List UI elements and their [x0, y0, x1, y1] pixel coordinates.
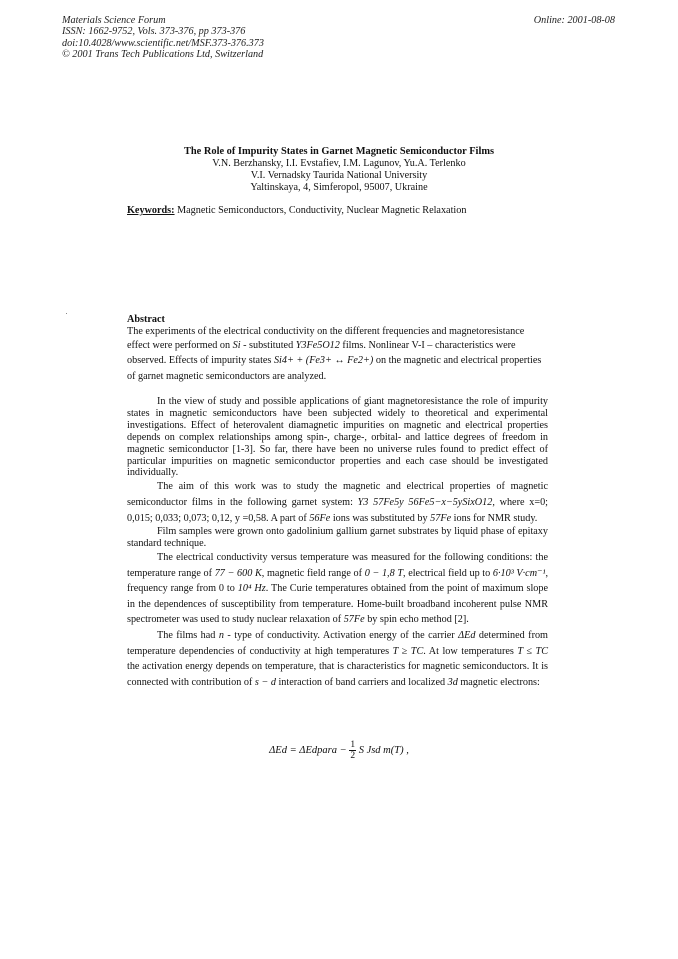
paragraph-4: The electrical conductivity versus temperature was measured for the following conditions: the temperature range of 77 − 600 K, magnetic field range of 0 − 1,8 T, electrical field up to 6·10³ V·cm⁻¹, frequency range from 0 to 10⁴ Hz. The Curie temperatures obtained from the point of maximum slope in the dependences of susceptibility from temperature. Home-built broadband incoherent pulse NMR spectrometer was used to study nuclear relaxation of 57Fe by spin echo method [2].	[127, 551, 549, 626]
journal-header	[62, 15, 264, 61]
online-date: Online: 2001-08-08	[533, 15, 615, 26]
abstract-line-2: effect were performed on Si - substituted Y3Fe5O12 films. Nonlinear V-I – characteristics were	[127, 339, 516, 351]
equation-activation-energy	[0, 740, 678, 761]
paragraph-3: Film samples were grown onto gadolinium gallium garnet substrates by liquid phase of epitaxy standard technique.	[127, 526, 548, 550]
abstract-line-3: observed. Effects of impurity states Si4+ + (Fe3+ ↔ Fe2+) on the magnetic and electrical properties	[127, 355, 542, 367]
paragraph-5: The films had n - type of conductivity. Activation energy of the carrier ΔEd determined from temperature dependencies of conductivity at high temperatures T ≥ TC. At low temperatures T ≤ TC the activation energy depends on temperature, that is characteristics for magnetic semiconductors. It is connected with contribution of s − d interaction of band carriers and localized 3d magnetic electrons:	[127, 629, 548, 688]
abstract-line-4: of garnet magnetic semiconductors are analyzed.	[127, 371, 327, 382]
journal-name: Materials Science Forum	[62, 15, 166, 26]
doi-line: doi:10.4028/www.scientific.net/MSF.373-376.373	[62, 37, 264, 49]
margin-mark	[66, 313, 67, 314]
paper-title: The Role of Impurity States in Garnet Magnetic Semiconductor Films	[183, 146, 495, 157]
copyright-line: © 2001 Trans Tech Publications Ltd, Switzerland	[62, 49, 264, 61]
abstract-heading: Abstract	[127, 314, 165, 325]
authors: V.N. Berzhansky, I.I. Evstafiev, I.M. Lagunov, Yu.A. Terlenko	[212, 158, 466, 169]
equation-numerator: 1	[350, 740, 356, 750]
introduction-section	[127, 396, 548, 690]
equation-denominator: 2	[350, 751, 356, 761]
equation-rhs: S Jsd m(T) ,	[358, 744, 409, 756]
abstract-line-1: The experiments of the electrical conductivity on the different frequencies and magnetoresistance	[127, 325, 525, 337]
paragraph-2: The aim of this work was to study the magnetic and electrical properties of magnetic semiconductor films in the following garnet system: Y3 57Fe5y 56Fe5−x−5ySixO12, where x=0; 0,015; 0,033; 0,073; 0,12, y =0,58. A part of 56Fe ions was substituted by 57Fe ions for NMR study.	[127, 481, 548, 524]
address: Yaltinskaya, 4, Simferopol, 95007, Ukraine	[250, 182, 428, 193]
equation-fraction	[349, 740, 356, 761]
abstract-section	[127, 314, 548, 385]
equation-lhs: ΔEd = ΔEdpara −	[269, 744, 347, 756]
keywords-text: Magnetic Semiconductors, Conductivity, Nuclear Magnetic Relaxation	[177, 205, 467, 216]
affiliation: V.I. Vernadsky Taurida National University	[250, 170, 428, 181]
issn-line: ISSN: 1662-9752, Vols. 373-376, pp 373-376	[62, 26, 246, 38]
paragraph-1: In the view of study and possible applications of giant magnetoresistance the role of impurity states in magnetic semiconductors have been subjected widely to theoretical and experimental investigations. Effect of heterovalent diamagnetic impurities on magnetic and electrical properties depends on complex relationships among spin-, charge-, orbital- and lattice degrees of freedom in magnetic semiconductor [1-3]. So far, there have been no universe rules found to predict effect of particular impurities on magnetic semiconductor properties and each case should be investigated individually.	[127, 396, 548, 479]
keywords-label: Keywords:	[127, 205, 175, 216]
keywords	[127, 205, 466, 216]
